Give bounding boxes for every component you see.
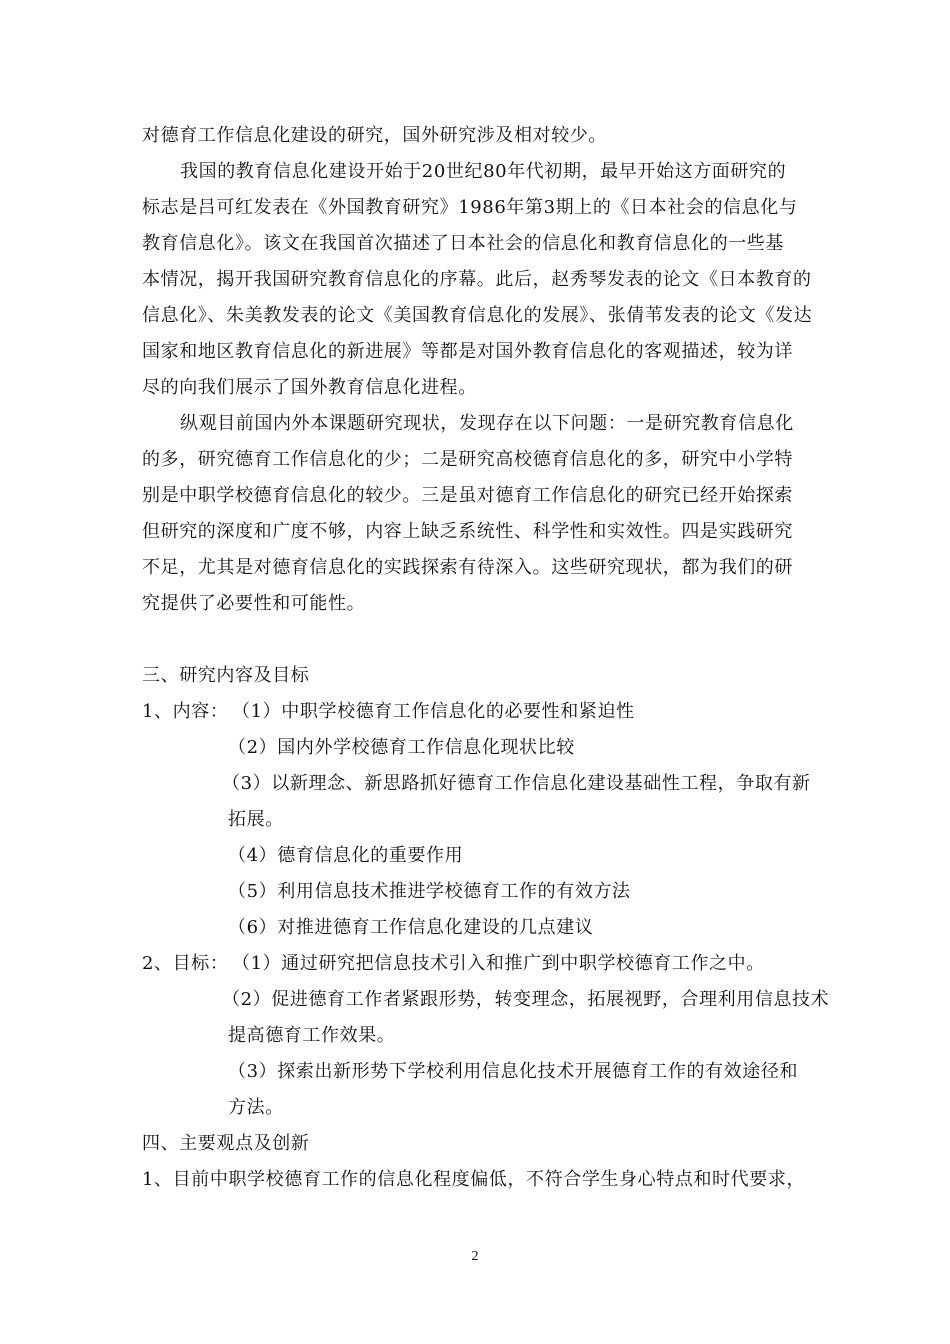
paragraph-line: 教育信息化》。该文在我国首次描述了日本社会的信息化和教育信息化的一些基 <box>142 233 784 254</box>
paragraph-line: 尽的向我们展示了国外教育信息化进程。 <box>142 377 477 398</box>
content-item: （5）利用信息技术推进学校德育工作的有效方法 <box>228 881 631 902</box>
paragraph-line: 纵观目前国内外本课题研究现状，发现存在以下问题：一是研究教育信息化 <box>180 413 794 434</box>
content-item: （1）中职学校德育工作信息化的必要性和紧迫性 <box>232 701 635 722</box>
content-item: （3）以新理念、新思路抓好德育工作信息化建设基础性工程，争取有新 <box>222 773 811 794</box>
content-item: （4）德育信息化的重要作用 <box>228 845 464 866</box>
paragraph-line: 不足，尤其是对德育信息化的实践探索有待深入。这些研究现状，都为我们的研 <box>142 557 793 578</box>
section-heading: 三、研究内容及目标 <box>142 665 310 686</box>
paragraph-line: 标志是吕可红发表在《外国教育研究》1986年第3期上的《日本社会的信息化与 <box>142 197 798 218</box>
goal-label: 2、目标： <box>142 953 229 974</box>
goal-item-continuation: 提高德育工作效果。 <box>228 1025 396 1046</box>
paragraph-line: 信息化》、朱美教发表的论文《美国教育信息化的发展》、张倩苇发表的论文《发达 <box>142 305 813 326</box>
goal-item: （3）探索出新形势下学校利用信息化技术开展德育工作的有效途径和 <box>228 1061 799 1082</box>
goal-item: （1）通过研究把信息技术引入和推广到中职学校德育工作之中。 <box>232 953 765 974</box>
paragraph-line: 1、目前中职学校德育工作的信息化程度偏低，不符合学生身心特点和时代要求， <box>142 1169 806 1190</box>
content-item: （6）对推进德育工作信息化建设的几点建议 <box>228 917 594 938</box>
paragraph-line: 的多，研究德育工作信息化的少；二是研究高校德育信息化的多，研究中小学特 <box>142 449 793 470</box>
goal-item: （2）促进德育工作者紧跟形势，转变理念，拓展视野，合理利用信息技术 <box>222 989 830 1010</box>
paragraph-line: 本情况，揭开我国研究教育信息化的序幕。此后，赵秀琴发表的论文《日本教育的 <box>142 269 812 290</box>
content-item: （2）国内外学校德育工作信息化现状比较 <box>228 737 575 758</box>
paragraph-line: 国家和地区教育信息化的新进展》等都是对国外教育信息化的客观描述，较为详 <box>142 341 793 362</box>
paragraph-line: 但研究的深度和广度不够，内容上缺乏系统性、科学性和实效性。四是实践研究 <box>142 521 793 542</box>
section-heading: 四、主要观点及创新 <box>142 1133 310 1154</box>
page-number: 2 <box>471 1249 479 1264</box>
goal-item-continuation: 方法。 <box>228 1097 284 1118</box>
paragraph-line: 别是中职学校德育信息化的较少。三是虽对德育工作信息化的研究已经开始探索 <box>142 485 793 506</box>
paragraph-line: 我国的教育信息化建设开始于20世纪80年代初期，最早开始这方面研究的 <box>180 161 787 182</box>
content-label: 1、内容： <box>142 701 229 722</box>
paragraph-line: 对德育工作信息化建设的研究，国外研究涉及相对较少。 <box>142 125 607 146</box>
content-item-continuation: 拓展。 <box>228 809 284 830</box>
paragraph-line: 究提供了必要性和可能性。 <box>142 593 366 614</box>
